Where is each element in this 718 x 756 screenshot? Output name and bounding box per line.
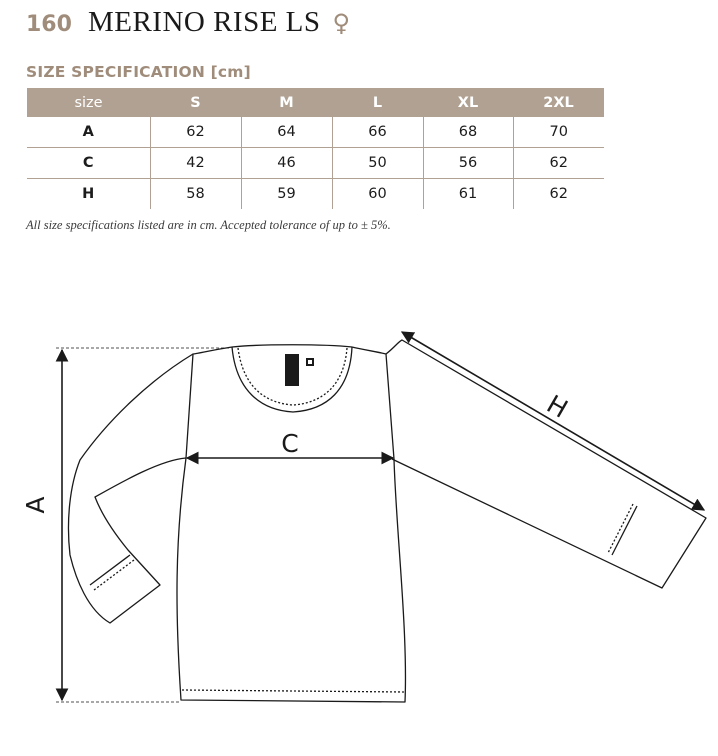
shirt-outline [68, 340, 706, 702]
garment-diagram [0, 310, 718, 756]
label-c: C [281, 429, 299, 458]
label-tag-icon [285, 354, 314, 386]
product-title [26, 6, 350, 40]
size-spec-heading: SIZE SPECIFICATION [cm] [26, 63, 251, 81]
tolerance-note: All size specifications listed are in cm. Accepted tolerance of up to ± 5%. [26, 218, 391, 232]
header-l: L [332, 88, 423, 117]
table-cell: 64 [241, 117, 332, 148]
table-cell: 62 [150, 117, 241, 148]
table-cell: 62 [513, 148, 604, 179]
table-cell: 59 [241, 179, 332, 210]
measure-c [187, 429, 393, 458]
measure-h [402, 332, 704, 510]
header-xl: XL [423, 88, 513, 117]
product-code: 160 [26, 12, 72, 37]
table-cell: 42 [150, 148, 241, 179]
header-s: S [150, 88, 241, 117]
table-row [27, 179, 604, 210]
table-cell: 58 [150, 179, 241, 210]
table-row [27, 117, 604, 148]
table-cell: 61 [423, 179, 513, 210]
table-cell: 66 [332, 117, 423, 148]
label-h: H [541, 389, 573, 424]
size-table [27, 88, 604, 209]
table-cell: 70 [513, 117, 604, 148]
table-cell: 68 [423, 117, 513, 148]
header-m: M [241, 88, 332, 117]
row-label: C [27, 148, 150, 179]
table-cell: 46 [241, 148, 332, 179]
label-a: A [21, 496, 50, 514]
measure-a [21, 348, 230, 702]
table-cell: 62 [513, 179, 604, 210]
female-symbol-icon: ♀ [332, 9, 351, 37]
table-header-row [27, 88, 604, 117]
table-cell: 60 [332, 179, 423, 210]
row-label: H [82, 186, 95, 202]
row-label: A [27, 117, 150, 148]
header-size: size [27, 88, 150, 117]
table-cell: 50 [332, 148, 423, 179]
table-row [27, 148, 604, 179]
product-name: MERINO RISE LS [87, 6, 321, 38]
table-cell: 56 [423, 148, 513, 179]
header-2xl: 2XL [513, 88, 604, 117]
